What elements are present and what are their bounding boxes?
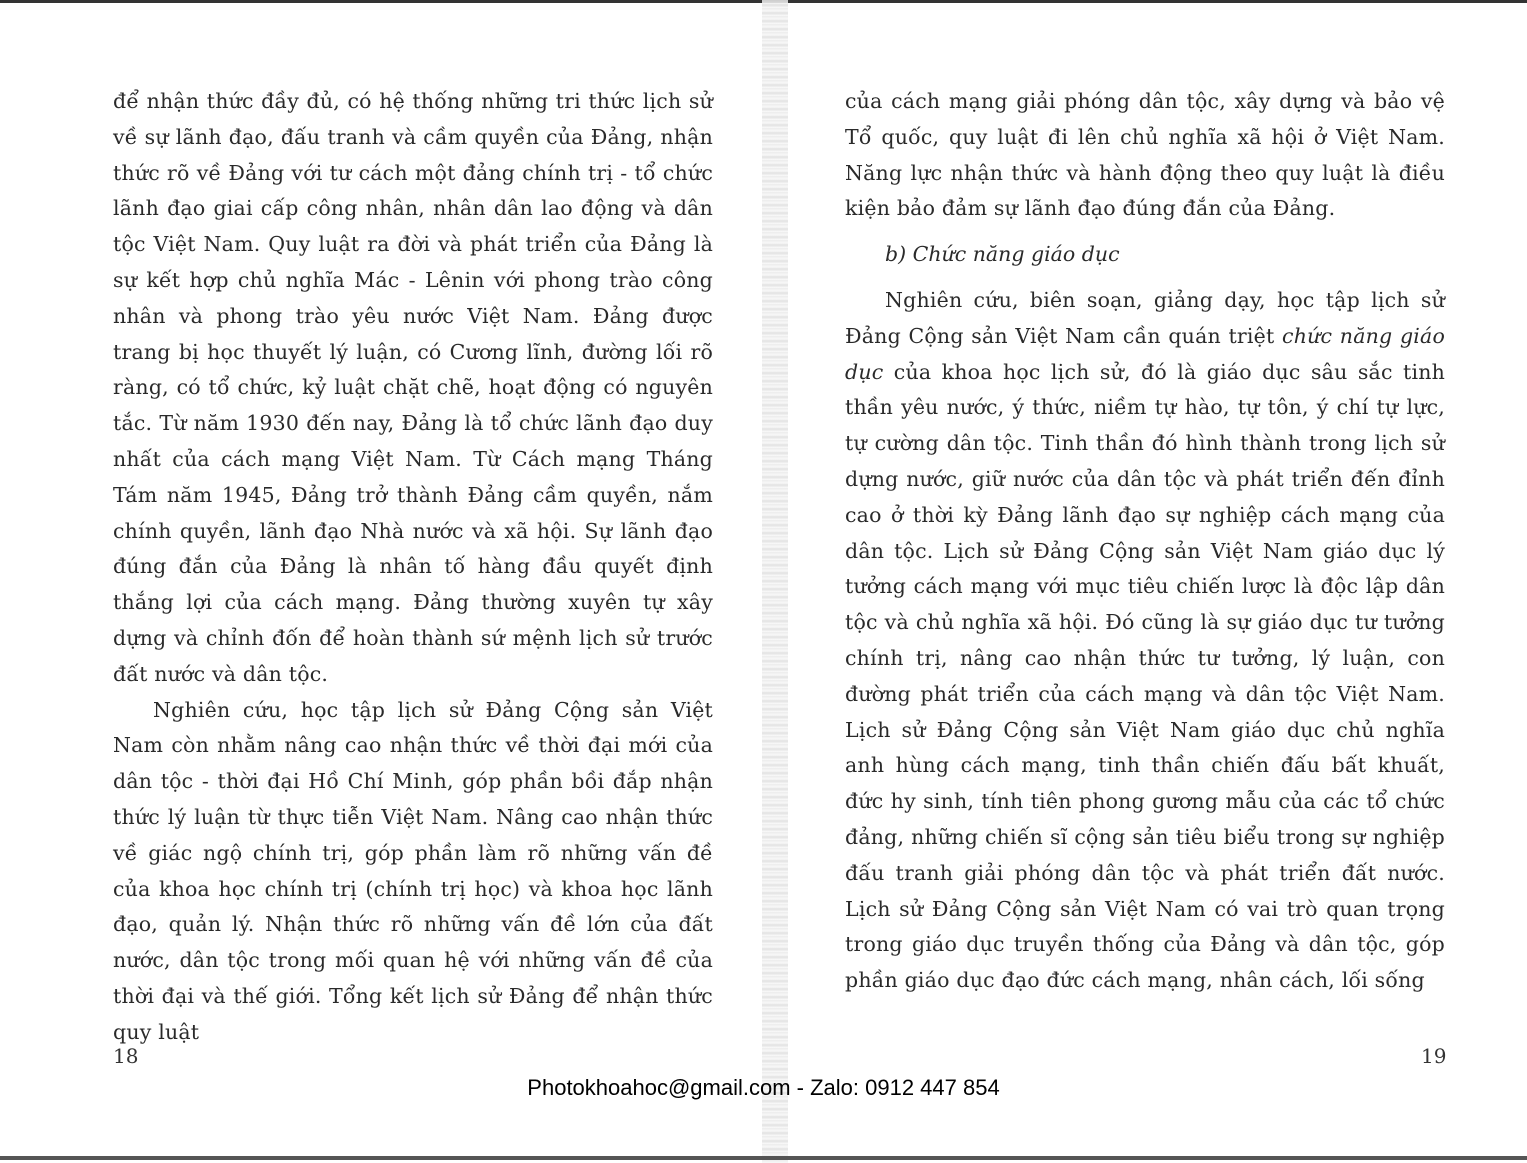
right-paragraph-2	[845, 283, 1445, 999]
left-page	[113, 84, 713, 1051]
right-paragraph-2-text-a: Nghiên cứu, biên soạn, giảng dạy, học tập lịch sử Đảng Cộng sản Việt Nam cần quán triệt	[845, 287, 1445, 348]
right-page	[845, 84, 1445, 999]
book-gutter	[762, 0, 788, 1163]
contact-watermark: Photokhoahoc@gmail.com - Zalo: 0912 447 854	[527, 1075, 1000, 1100]
left-paragraph-1: để nhận thức đầy đủ, có hệ thống những tri thức lịch sử về sự lãnh đạo, đấu tranh và cầm quyền của Đảng, nhận thức rõ về Đảng với tư cách một đảng chính trị - tổ chức lãnh đạo giai cấp công nhân, nhân dân lao động và dân tộc Việt Nam. Quy luật ra đời và phát triển của Đảng là sự kết hợp chủ nghĩa Mác - Lênin với phong trào công nhân và phong trào yêu nước Việt Nam. Đảng được trang bị học thuyết lý luận, có Cương lĩnh, đường lối rõ ràng, có tổ chức, kỷ luật chặt chẽ, hoạt động có nguyên tắc. Từ năm 1930 đến nay, Đảng là tổ chức lãnh đạo duy nhất của cách mạng Việt Nam. Từ Cách mạng Tháng Tám năm 1945, Đảng trở thành Đảng cầm quyền, nắm chính quyền, lãnh đạo Nhà nước và xã hội. Sự lãnh đạo đúng đắn của Đảng là nhân tố hàng đầu quyết định thắng lợi của cách mạng. Đảng thường xuyên tự xây dựng và chỉnh đốn để hoàn thành sứ mệnh lịch sử trước đất nước và dân tộc.	[113, 89, 713, 686]
left-paragraph-2: Nghiên cứu, học tập lịch sử Đảng Cộng sản Việt Nam còn nhằm nâng cao nhận thức về thời đại mới của dân tộc - thời đại Hồ Chí Minh, góp phần bồi đắp nhận thức lý luận từ thực tiễn Việt Nam. Nâng cao nhận thức về giác ngộ chính trị, góp phần làm rõ những vấn đề của khoa học chính trị (chính trị học) và khoa học lãnh đạo, quản lý. Nhận thức rõ những vấn đề lớn của đất nước, dân tộc trong mối quan hệ với những vấn đề của thời đại và thế giới. Tổng kết lịch sử Đảng để nhận thức quy luật	[113, 697, 713, 1044]
right-page-number: 19	[1421, 1044, 1447, 1068]
left-page-number: 18	[113, 1044, 139, 1068]
right-paragraph-2-emphasis: chức năng giáo dục	[845, 323, 1445, 384]
right-paragraph-1: của cách mạng giải phóng dân tộc, xây dựng và bảo vệ Tổ quốc, quy luật đi lên chủ nghĩa xã hội ở Việt Nam. Năng lực nhận thức và hành động theo quy luật là điều kiện bảo đảm sự lãnh đạo đúng đắn của Đảng.	[845, 89, 1445, 221]
right-paragraph-2-text-b: của khoa học lịch sử, đó là giáo dục sâu sắc tinh thần yêu nước, ý thức, niềm tự hào, tự tôn, ý chí tự lực, tự cường dân tộc. Tinh thần đó hình thành trong lịch sử dựng nước, giữ nước của dân tộc và phát triển đến đỉnh cao ở thời kỳ Đảng lãnh đạo sự nghiệp cách mạng của dân tộc. Lịch sử Đảng Cộng sản Việt Nam giáo dục lý tưởng cách mạng với mục tiêu chiến lược là độc lập dân tộc và chủ nghĩa xã hội. Đó cũng là sự giáo dục tư tưởng chính trị, nâng cao nhận thức tư tưởng, lý luận, con đường phát triển của cách mạng và dân tộc Việt Nam. Lịch sử Đảng Cộng sản Việt Nam giáo dục chủ nghĩa anh hùng cách mạng, tinh thần chiến đấu bất khuất, đức hy sinh, tính tiên phong gương mẫu của các tổ chức đảng, những chiến sĩ cộng sản tiêu biểu trong sự nghiệp đấu tranh giải phóng dân tộc và phát triển đất nước. Lịch sử Đảng Cộng sản Việt Nam có vai trò quan trọng trong giáo dục truyền thống của Đảng và dân tộc, góp phần giáo dục đạo đức cách mạng, nhân cách, lối sống	[845, 359, 1445, 993]
section-heading: b) Chức năng giáo dục	[885, 242, 1120, 267]
bottom-edge-rule	[0, 1156, 1527, 1160]
